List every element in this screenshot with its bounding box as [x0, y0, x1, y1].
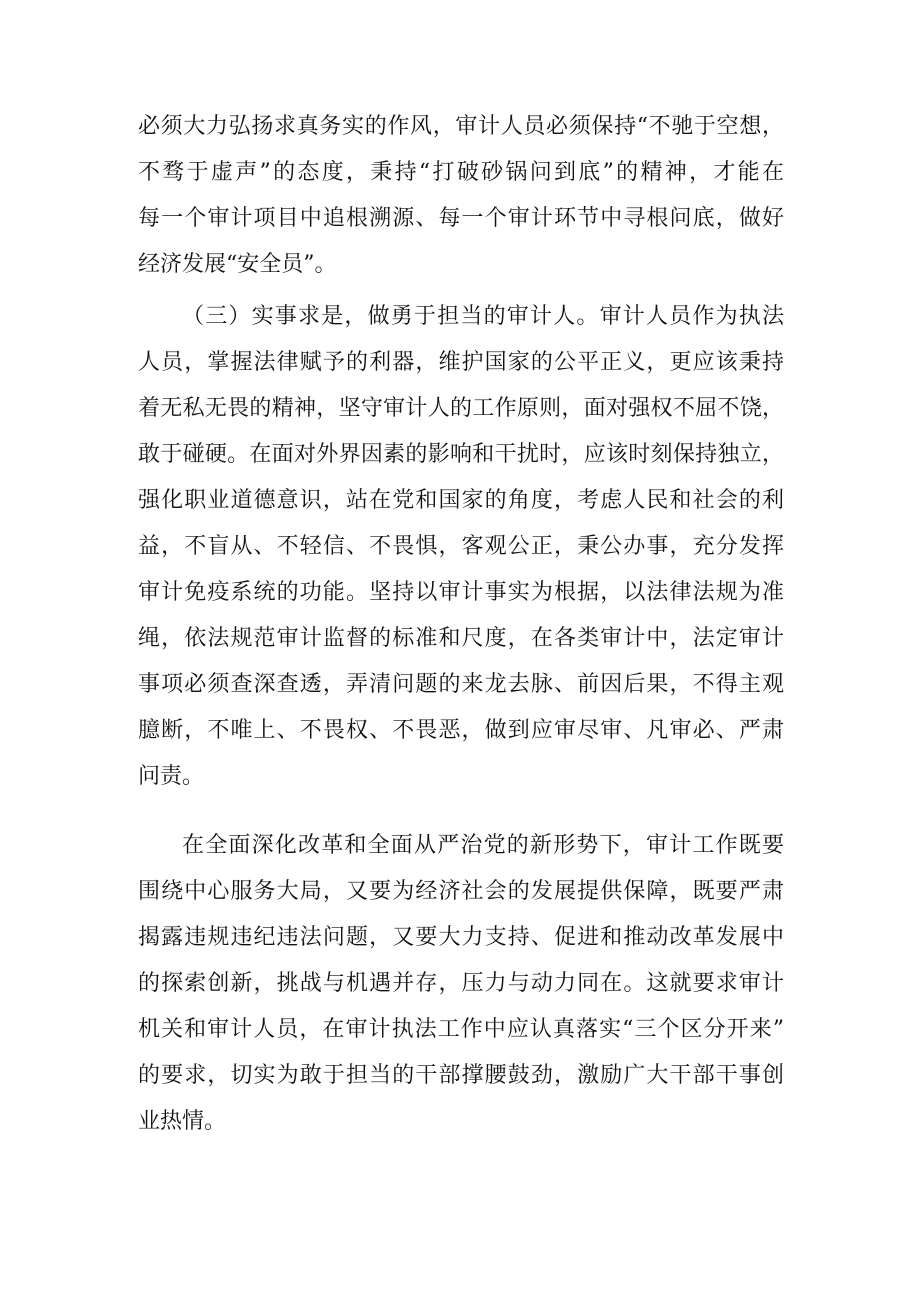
- paragraph-line: 经济发展“安全员”。: [138, 252, 337, 277]
- paragraph-line: 的探索创新，挑战与机遇并存，压力与动力同在。这就要求审计: [138, 971, 784, 996]
- paragraph-line: 的要求，切实为敢于担当的干部撑腰鼓劲，激励广大干部干事创: [138, 1063, 784, 1088]
- paragraph-line: 业热情。: [138, 1109, 227, 1134]
- paragraph-line: 益，不盲从、不轻信、不畏惧，客观公正，秉公办事，充分发挥: [138, 534, 784, 559]
- paragraph-line: 强化职业道德意识，站在党和国家的角度，考虑人民和社会的利: [138, 488, 784, 513]
- paragraph-line: 臆断，不唯上、不畏权、不畏恶，做到应审尽审、凡审必、严肃: [138, 718, 784, 743]
- paragraph-line: 审计免疫系统的功能。坚持以审计事实为根据，以法律法规为准: [138, 580, 784, 605]
- paragraph-line: 问责。: [138, 764, 205, 789]
- paragraph-line: 在全面深化改革和全面从严治党的新形势下，审计工作既要: [182, 833, 784, 858]
- paragraph-line: 着无私无畏的精神，坚守审计人的工作原则，面对强权不屈不饶，: [138, 396, 784, 421]
- paragraph-line: 敢于碰硬。在面对外界因素的影响和干扰时，应该时刻保持独立，: [138, 442, 784, 467]
- paragraph-line: 揭露违规违纪违法问题，又要大力支持、促进和推动改革发展中: [138, 925, 784, 950]
- paragraph-line: 绳，依法规范审计监督的标准和尺度，在各类审计中，法定审计: [138, 626, 784, 651]
- paragraph-line: 每一个审计项目中追根溯源、每一个审计环节中寻根问底，做好: [138, 206, 784, 231]
- paragraph-line: 围绕中心服务大局，又要为经济社会的发展提供保障，既要严肃: [138, 879, 784, 904]
- paragraph-line: （三）实事求是，做勇于担当的审计人。审计人员作为执法: [182, 304, 784, 329]
- paragraph-line: 机关和审计人员，在审计执法工作中应认真落实“三个区分开来”: [138, 1017, 784, 1042]
- paragraph-line: 人员，掌握法律赋予的利器，维护国家的公平正义，更应该秉持: [138, 350, 784, 375]
- paragraph-line: 必须大力弘扬求真务实的作风，审计人员必须保持“不驰于空想，: [138, 114, 784, 139]
- paragraph-line: 不骛于虚声”的态度，秉持“打破砂锅问到底”的精神，才能在: [138, 160, 784, 185]
- paragraph-line: 事项必须查深查透，弄清问题的来龙去脉、前因后果，不得主观: [138, 672, 784, 697]
